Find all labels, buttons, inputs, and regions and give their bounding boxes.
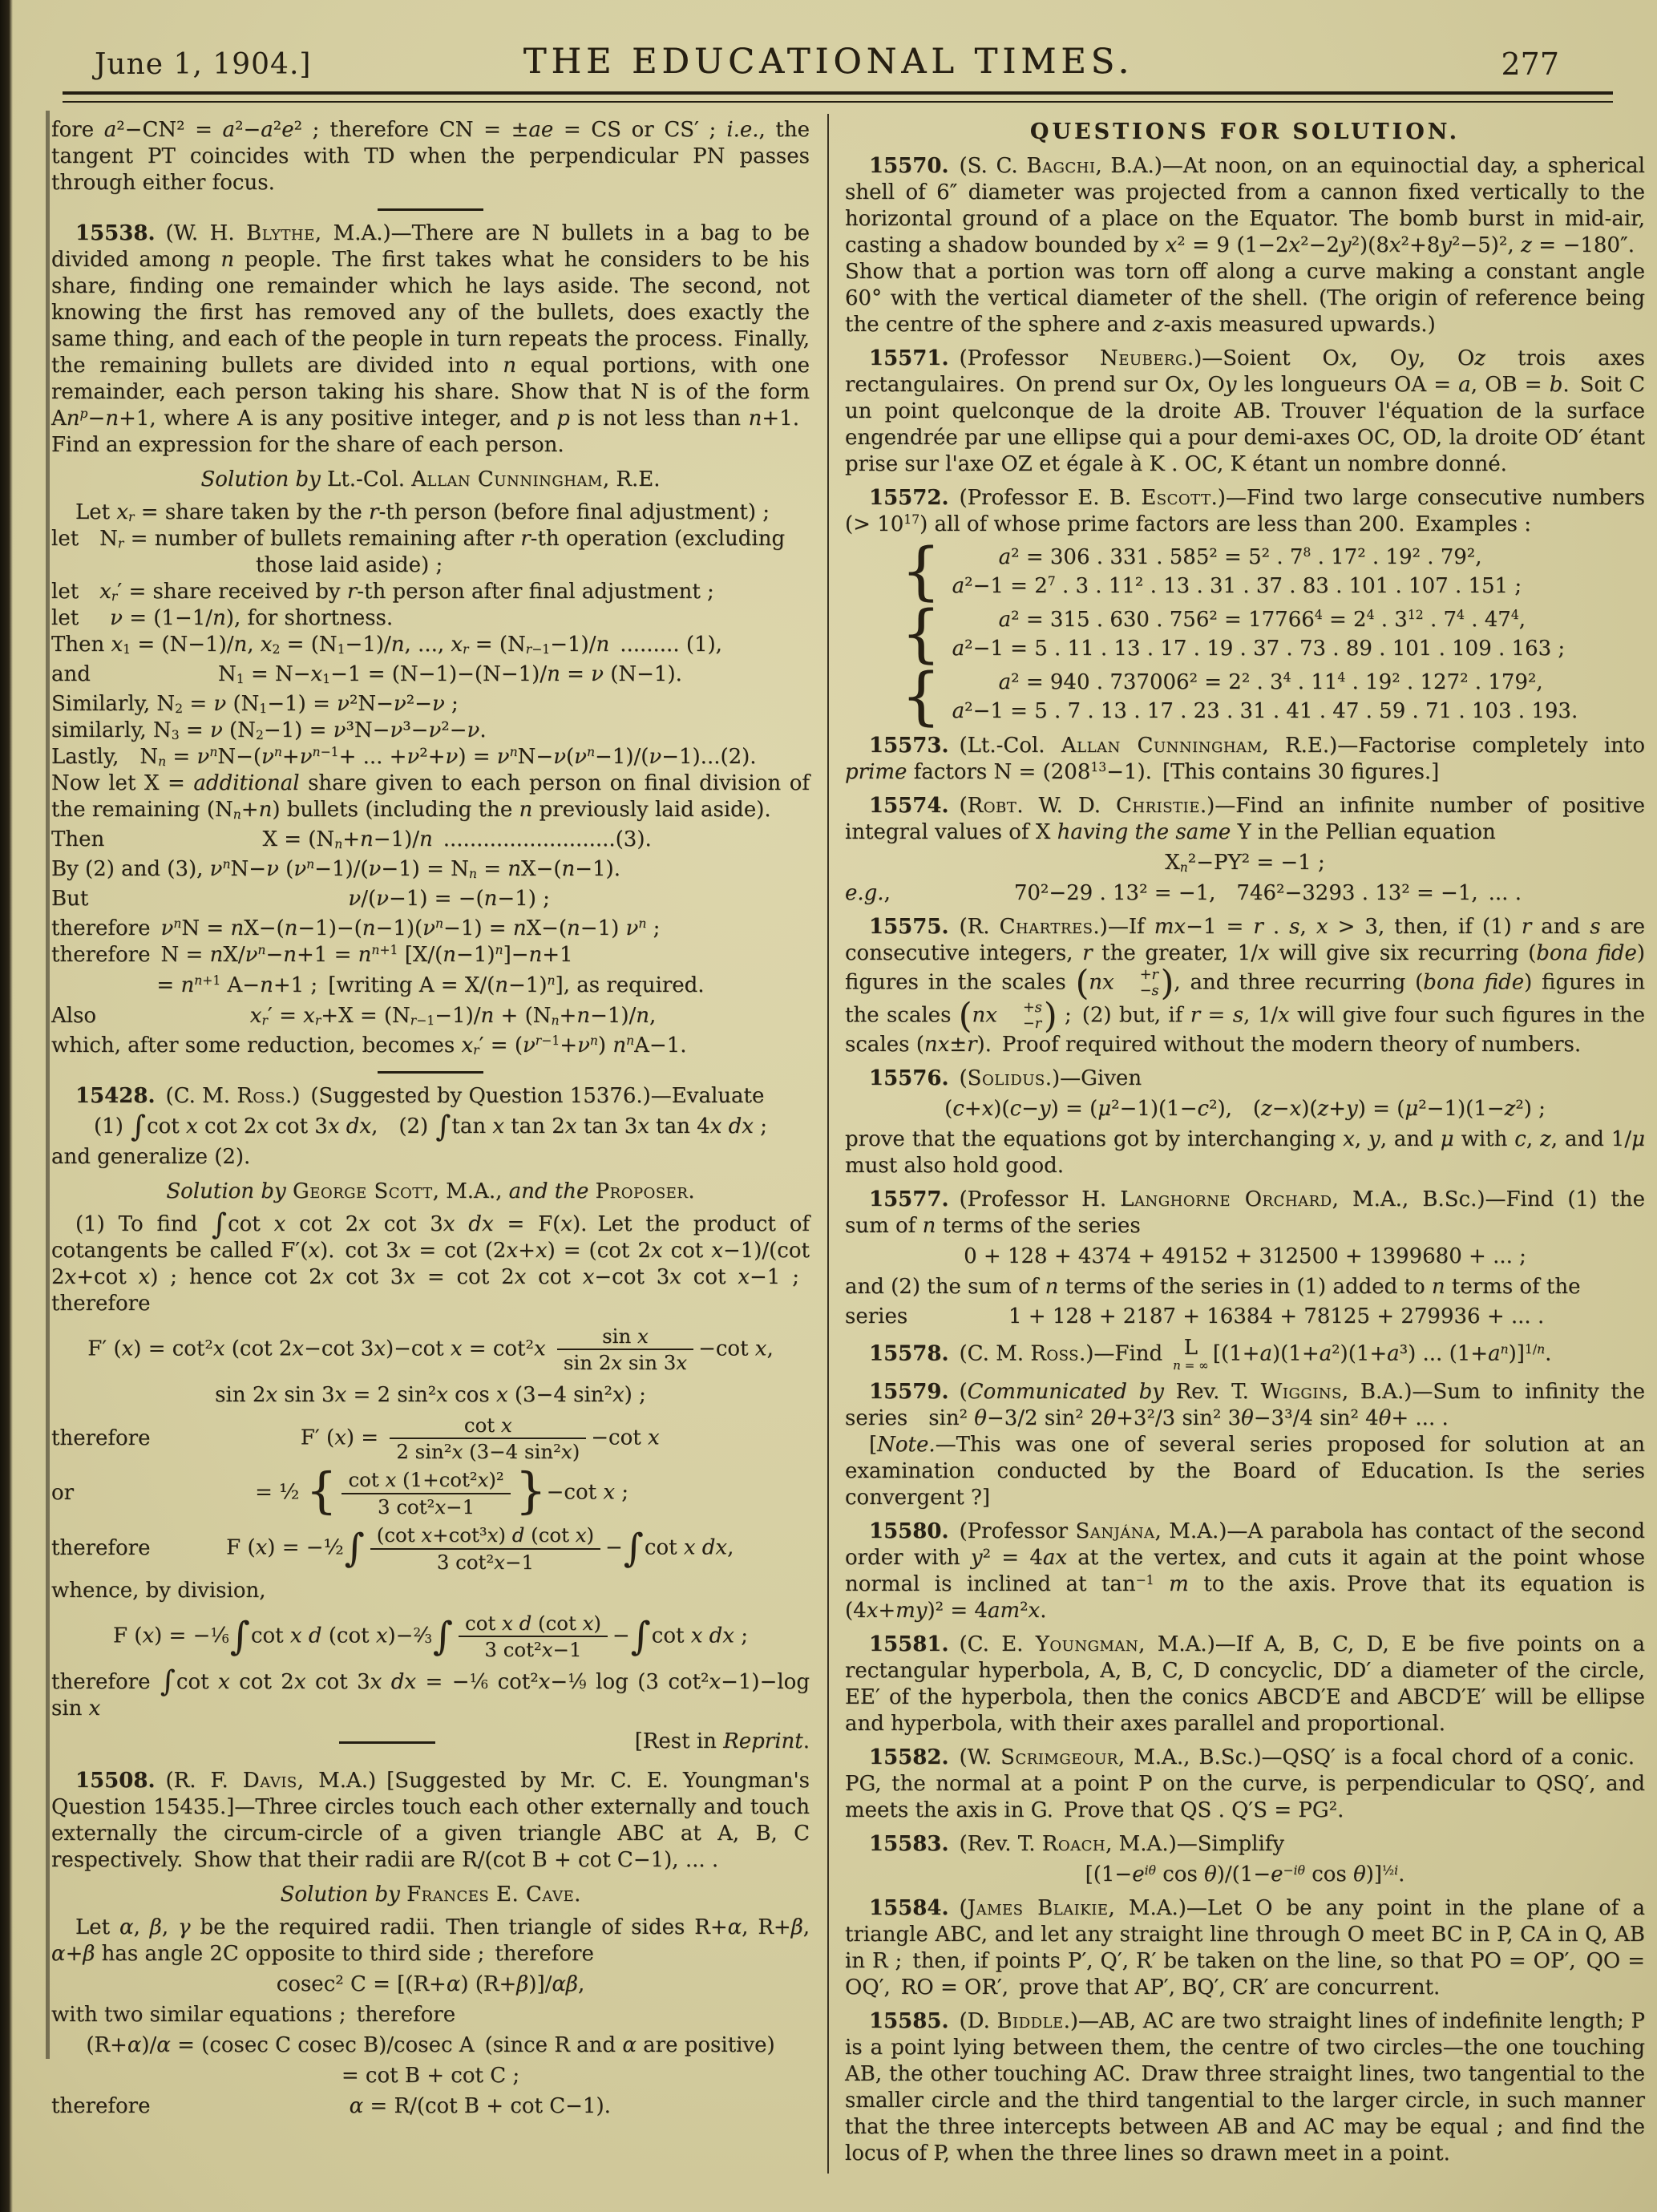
equation-body: $N_1 = N-x_1-1 = (N-1)-(N-1)/n = \nu$ (N−1). (218, 662, 682, 687)
paragraph: Now let X = additional share given to each person on final division of the remaining $(N_n+n)$ bullets (including the n previously laid aside). (51, 771, 810, 823)
equation-row (51, 661, 810, 688)
header-rule-bottom (63, 101, 1613, 103)
section-separator (378, 208, 483, 211)
equation-body: F′ (x) = $\frac{\text{cot x}}{\text{2 sin²x (3−4 sin²x)}}$ −cot x (300, 1413, 660, 1464)
example-line: a² = 940 . 737006² = 2² . $3^4$ . $11^4$ . 19² . 127² . 179², (998, 670, 1543, 694)
display-equation: (1) ∫cot x cot 2x cot 3x dx, (2) ∫tan x tan 2x tan 3x tan 4x dx ; (94, 1108, 767, 1143)
paragraph: and generalize (2). (51, 1145, 251, 1169)
equation-body: $x_r' = x_r+X = (N_{r-1}-1)/n + (N_n+n-1)/n$, (249, 1004, 657, 1029)
display-equation: F $(x) = -^1⁄_6\int\cot$ x d (cot $x)-^2⁄_3\int$ $\frac{\text{cot x d (cot x)}}{\text{3 cot²x−1}}$ −∫cot x dx ; (113, 1611, 748, 1662)
solution-byline-15428: Solution by George Scott, M.A., and the Proposer. (166, 1179, 695, 1203)
question-15583: 15583. (Rev. T. Roach, M.A.)—Simplify (869, 1832, 1285, 1857)
question-15574: 15574. (Robt. W. D. Christie.)—Find an infinite number of positive integral values of X having the same Y in the Pellian equation (845, 794, 1645, 844)
paragraph: whence, by division, (51, 1578, 266, 1603)
note-paragraph: [Note.—This was one of several series proposed for solution at an examination conducted by the Board of Education. Is the series convergent ?] (845, 1433, 1645, 1510)
paragraph: and (2) the sum of n terms of the series in (1) added to n terms of the (845, 1275, 1581, 1300)
equation-body: = ½ { $\frac{\text{cot x (1+cot²x)²}}{\text{3 cot²x−1}}$ }−cot x ; (255, 1462, 629, 1519)
question-15578: 15578. (C. M. Ross.)—Find L n = ∞ [(1+a)(1+a²)(1+a³) ... $(1+a^n)]^{1/n}$. (869, 1336, 1552, 1373)
section-separator (339, 1741, 435, 1744)
example-line: a² = 306 . 331 . 585² = 5² . $7^8$ . 17² . 19² . 79², (998, 545, 1482, 569)
equation-label: Then (51, 827, 105, 851)
equation-row (51, 1413, 810, 1465)
question-15582: 15582. (W. Scrimgeour, M.A., B.Sc.)—QSQ′ is a focal chord of a conic. PG, the normal at a point P on the curve, is perpendicular to QSQ′, and meets the axis in G. Prove that QS . Q′S = PG². (845, 1745, 1645, 1823)
section-heading: QUESTIONS FOR SOLUTION. (1029, 119, 1461, 144)
definition-line: Let $x_r$ = share taken by the r-th person (before final adjustment) ; (75, 500, 770, 525)
display-equation: (c+x)(c−y) = (μ²−1)(1−c²), (z−x)(z+y) = (μ²−1)(1−z²) ; (944, 1097, 1546, 1122)
paragraph: (1) To find ∫cot x cot 2x cot 3x dx = F(x). Let the product of cotangents be called F′(x). cot 3x = cot (2x+x) = (cot 2x cot x−1)/(cot 2x+cot x) ; hence cot 2x cot 3x = cot 2x cot x−cot 3x cot x−1 ; therefore (51, 1206, 810, 1316)
paragraph-continuation: fore a²−CN² = a²−a²e² ; therefore CN = ±ae = CS or CS′ ; i.e., the tangent PT coincides with TD when the perpendicular PN passes through either focus. (51, 118, 810, 195)
question-15538: 15538. (W. H. Blythe, M.A.)—There are N bullets in a bag to be divided among n people. The first takes what he considers to be his share, finding one remainder which he lays aside. The second, not knowing the first has removed any of the bullets, does exactly the same thing, and each of the people in turn repeats the process. Finally, the remaining bullets are divided into n equal portions, with one remainder, each person taking his share. Show that N is of the form $An^p-n+1$, where A is any positive integer, and p is not less than n+1. Find an expression for the share of each person. (51, 221, 810, 457)
column-divider (827, 114, 829, 2174)
equation-row (51, 886, 810, 912)
question-15581: 15581. (C. E. Youngman, M.A.)—If A, B, C, D, E be five points on a rectangular hyperbola, A, B, C, D concyclic, DD′ a diameter of the circle, EE′ of the hyperbola, then the conics ABCD′E and ABCD′E′ will be ellipse and hyperbola, with their axes parallel and proportional. (845, 1632, 1645, 1737)
equation-row (51, 1003, 810, 1029)
question-15575: 15575. (R. Chartres.)—If mx−1 = r . s, x > 3, then, if (1) r and s are consecutive integers, r the greater, 1/x will give six recurring (bona fide) figures in the scales (nx +r −s ), and three recurring (bona fide) figures in the scales (nx +s −r ) ; (2) but, if r = s, 1/x will give four such figures in the scales (nx±r). Proof required without the modern theory of numbers. (845, 915, 1645, 1057)
question-15572: 15572. (Professor E. B. Escott.)—Find two large consecutive numbers (> $10^{17}$) all of whose prime factors are less than 200. Examples : (845, 486, 1646, 536)
display-equation: cosec² C = [(R+α) (R+β)]/αβ, (276, 1971, 585, 1996)
question-15428: 15428. (C. M. Ross.) (Suggested by Question 15376.)—Evaluate (75, 1084, 765, 1108)
rest-in-reprint: [Rest in Reprint. (634, 1729, 810, 1753)
example-group-1 (901, 535, 1645, 608)
question-15585: 15585. (D. Biddle.)—AB, AC are two straight lines of indefinite length; P is a point lying between them, the centre of two circles—the one touching AB, the other touching AC. Draw three straight lines, two tangential to the smaller circle and the third tangential to the larger circle, in such manner that the three intercepts between AB and AC may be equal ; and find the locus of P, when the three lines so drawn meet in a point. (845, 2009, 1645, 2166)
equation-body: F (x) = −½∫ $\frac{\text{(cot x+cot³x) d (cot x)}}{\text{3 cot²x−1}}$ −∫cot x dx, (226, 1523, 734, 1574)
question-15577: 15577. (Professor H. Langhorne Orchard, M.A., B.Sc.)—Find (1) the sum of n terms of the series (845, 1187, 1645, 1239)
scan-edge-left (0, 0, 13, 2212)
equation-line: Then $x_1 = (N-1)/n$, $x_2 = (N_1-1)/n$, ..., $x_r = (N_{r-1}-1)/n$ ......... (1), (51, 633, 722, 657)
question-15580: 15580. (Professor Sanjána, M.A.)—A parabola has contact of the second order with y² = 4ax at the vertex, and cuts it again at the point whose normal is inclined at $\tan^{-1} m$ to the axis. Prove that its equation is (4x+my)² = 4am²x. (845, 1519, 1645, 1624)
equation-line: therefore ∫cot x cot 2x cot 3x dx = $-^1⁄_6$ $\cot^2x-^1⁄_9$ log (3 cot²x−1)−log sin x (51, 1664, 810, 1721)
equation-body: α = R/(cot B + cot C−1). (349, 2093, 611, 2118)
question-15571: 15571. (Professor Neuberg.)—Soient Ox, Oy, Oz trois axes rectangulaires. On prend sur Ox, Oy les longueurs OA = a, OB = b. Soit C un point quelconque de la droite AB. Trouver l'équation de la surface engendrée par une ellipse qui a pour demi-axes OC, OD, la droite OD′ étant prise sur l'axe OZ et égale à K . OC, K étant un nombre donné. (845, 346, 1645, 476)
equation-label: therefore (51, 1425, 151, 1450)
display-equation: F′ (x) = cot²x (cot 2x−cot 3x)−cot x = cot²x $\frac{\text{sin x}}{\text{sin 2x sin 3x}}$ −cot x, (87, 1324, 774, 1375)
equation-row (51, 2093, 810, 2120)
equation-line: similarly, $N_3 = \nu$ $(N_2-1) = \nu^3N-\nu^3-\nu^2-\nu$. (51, 718, 487, 743)
right-column (845, 117, 1645, 2167)
equation-row (845, 880, 1645, 907)
equation-row (51, 1523, 810, 1575)
solution-byline-15508: Solution by Frances E. Cave. (280, 1882, 581, 1907)
display-equation: (R+α)/α = (cosec C cosec B)/cosec A (since R and α are positive) (86, 2032, 775, 2057)
display-equation: = cot B + cot C ; (341, 2063, 520, 2088)
equation-row (51, 1462, 810, 1519)
example-group-3 (901, 660, 1645, 733)
equation-line: Lastly, $N_n = \nu^nN-(\nu^n+\nu^{n-1}+$ ... $+\nu^2+\nu) = \nu^nN-\nu(\nu^n-1)/(\nu-1)...(2)$. (51, 745, 757, 770)
brace-glyph: { (901, 660, 941, 733)
paragraph: Let α, β, γ be the required radii. Then triangle of sides R+α, R+β, α+β has angle 2C opposite to third side ; therefore (51, 1915, 810, 1966)
equation-label: e.g., (845, 881, 891, 905)
header-rule-top (63, 91, 1613, 95)
example-line: a²−1 = 5 . 7 . 13 . 17 . 23 . 31 . 41 . 47 . 59 . 71 . 103 . 193. (952, 699, 1578, 723)
equation-row (51, 827, 810, 853)
brace-glyph: { (901, 597, 941, 670)
definition-line: let $N_r$ = number of bullets remaining after r-th operation (excluding those laid aside) ; (51, 527, 786, 577)
display-equation: $X_n^2-PY^2 = -1$ ; (1165, 851, 1325, 875)
equation-label: series (845, 1304, 908, 1329)
solution-byline-15538: Solution by Lt.-Col. Allan Cunningham, R.E. (200, 467, 661, 491)
left-column (51, 117, 810, 2123)
display-equation: sin 2x sin 3x = 2 sin²x cos x (3−4 sin²x) ; (215, 1382, 646, 1407)
equation-body: ν/(ν−1) = −(n−1) ; (348, 887, 550, 911)
equation-label: therefore (51, 1536, 151, 1561)
page-number: 277 (1501, 47, 1559, 82)
equation-label: and (51, 662, 91, 686)
equation-label: But (51, 887, 89, 911)
paragraph: with two similar equations ; therefore (51, 2002, 456, 2027)
example-line: a² = 315 . 630 . $756^2 = 17766^4 = 2^4$ . $3^{12}$ . $7^4$ . $47^4$, (998, 608, 1526, 632)
question-15570: 15570. (S. C. Bagchi, B.A.)—At noon, on an equinoctial day, a spherical shell of 6″ diameter was projected from a cannon fixed vertically to the horizontal ground of a place on the Equator. The bomb burst in mid-air, casting a shadow bounded by x² = 9 (1−2x²−2y²)(8x²+8y²−5)², z = −180″. Show that a portion was torn off along a curve making a constant angle 60° with the vertical diameter of the shell. (The origin of reference being the centre of the sphere and z-axis measured upwards.) (845, 154, 1645, 337)
rest-in-reprint-row (51, 1727, 810, 1761)
equation-line: which, after some reduction, becomes $x_r' = (\nu^{r-1}+\nu^n)$ $n^nA-1$. (51, 1033, 687, 1058)
equation-body: $X = (N_n+n-1)/n$ ..........................(3). (262, 827, 652, 852)
question-15508: 15508. (R. F. Davis, M.A.) [Suggested by Mr. C. E. Youngman's Question 15435.]—Three circles touch each other externally and touch externally the circum-circle of a given triangle ABC at A, B, C respectively. Show that their radii are R/(cot B + cot C−1), ... . (51, 1768, 810, 1872)
equation-line: therefore $\nu^nN = nX-(n-1)-(n-1)(\nu^n-1) = nX-(n-1)$ $\nu^n$ ; (51, 916, 661, 940)
scan-fold-line (46, 111, 50, 2059)
example-line: a²−1 = 5 . 11 . 13 . 17 . 19 . 37 . 73 . 89 . 101 . 109 . 163 ; (952, 637, 1566, 661)
display-equation: [($1-e^{i\theta}$ $\cos \theta)/(1-e^{-i\theta}$ cos θ)]$^{\frac{1}{2}i}$. (1085, 1862, 1405, 1887)
equation-body: 70²−29 . 13² = −1, 746²−3293 . 13² = −1, ... . (1013, 881, 1522, 905)
question-15584: 15584. (James Blaikie, M.A.)—Let O be any point in the plane of a triangle ABC, and let any straight line through O meet BC in P, CA in Q, AB in R ; then, if points P′, Q′, R′ be taken on the line, so that PO = OP′, QO = OQ′, RO = OR′, prove that AP′, BQ′, CR′ are concurrent. (845, 1896, 1645, 2000)
question-15579: 15579. (Communicated by Rev. T. Wiggins, B.A.)—Sum to infinity the series sin² θ−3/2 sin² 2θ+3²/3 sin² 3θ−3³/4 sin² 4θ+ ... . (845, 1380, 1645, 1431)
equation-line: = $n^{n+1}$ A−n+1 ; [writing $A = X/(n-1)^n$], as required. (156, 973, 705, 997)
example-group-2 (901, 597, 1645, 670)
equation-line: Similarly, $N_2 = \nu$ $(N_1-1) = \nu^2N-\nu^2-\nu$ ; (51, 692, 459, 717)
issue-date: June 1, 1904.] (95, 48, 312, 81)
section-separator (378, 1071, 483, 1074)
equation-label: therefore (51, 2093, 151, 2118)
equation-line: By (2) and (3), $\nu^nN-\nu$ $(\nu^n-1)/(\nu-1) = N_n = nX-(n-1)$. (51, 857, 620, 882)
brace-glyph: { (901, 535, 941, 608)
journal-title: THE EDUCATIONAL TIMES. (523, 42, 1134, 82)
equation-line: therefore $N = nX/\nu^n-n+1 = n^{n+1}$ $[X/(n-1)^n]-n+1$ (51, 943, 573, 967)
equation-label: Also (51, 1004, 97, 1028)
question-15576: 15576. (Solidus.)—Given (869, 1066, 1142, 1091)
definition-line: let $x_r'$ = share received by r-th person after final adjustment ; (51, 580, 714, 605)
question-15573: 15573. (Lt.-Col. Allan Cunningham, R.E.)—Factorise completely into prime factors $N = (208^{13}-1)$. [This contains 30 figures.] (845, 734, 1645, 784)
example-line: $a^2-1 = 2^7$ . 3 . 11² . 13 . 31 . 37 . 83 . 101 . 107 . 151 ; (952, 574, 1522, 598)
definition-line: let ν = (1−1/n), for shortness. (51, 606, 394, 630)
display-equation: 0 + 128 + 4374 + 49152 + 312500 + 1399680 + ... ; (964, 1244, 1526, 1269)
equation-label: or (51, 1481, 75, 1506)
paragraph: prove that the equations got by interchanging x, y, and μ with c, z, and 1/μ must also hold good. (845, 1127, 1645, 1179)
equation-body: 1 + 128 + 2187 + 16384 + 78125 + 279936 + ... . (1008, 1304, 1545, 1329)
equation-row (845, 1304, 1645, 1330)
